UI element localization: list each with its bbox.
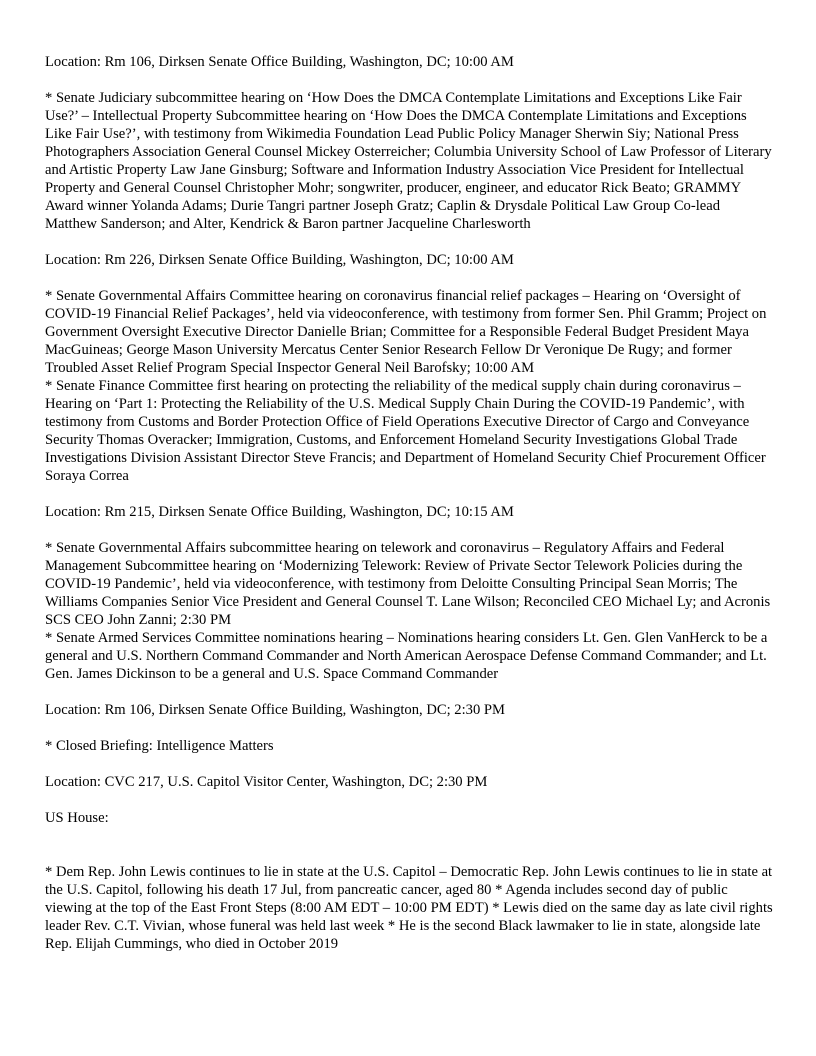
event-item: * Senate Judiciary subcommittee hearing on ‘How Does the DMCA Contemplate Limitations and Exceptions Like Fair Use?’ – Intellectual Property Subcommittee hearing on ‘How Does the DMCA Contemplate Limitations and Exceptions Like Fair Use?’, with testimony from Wikimedia Foundation Lead Public Policy Manager Sherwin Siy; National Press Photographers Association General Counsel Mickey Osterreicher; Columbia University School of Law Professor of Literary and Artistic Property Law Jane Ginsburg; Software and Information Industry Association Vice President for Intellectual Property and General Counsel Christopher Mohr; songwriter, producer, engineer, and educator Rick Beato; GRAMMY Award winner Yolanda Adams; Durie Tangri partner Joseph Gratz; Caplin & Drysdale Political Law Group Co-lead Matthew Sanderson; and Alter, Kendrick & Baron partner Jacqueline Charlesworth <box>45 90 772 232</box>
event-item: * Closed Briefing: Intelligence Matters <box>45 738 274 754</box>
event-item: * Senate Governmental Affairs subcommittee hearing on telework and coronavirus – Regulatory Affairs and Federal Management Subcommittee hearing on ‘Modernizing Telework: Review of Private Sector Telework Policies during the COVID-19 Pandemic’, held via videoconference, with testimony from Deloitte Consulting Principal Sean Morris; The Williams Companies Senior Vice President and General Counsel T. Lane Wilson; Reconciled CEO Michael Ly; and Acronis SCS CEO John Zanni; 2:30 PM <box>45 540 771 628</box>
event-item: * Senate Governmental Affairs Committee hearing on coronavirus financial relief packages – Hearing on ‘Oversight of COVID-19 Financial Relief Packages’, held via videoconference, with testimony from former Sen. Phil Gramm; Project on Government Oversight Executive Director Danielle Brian; Committee for a Responsible Federal Budget President Maya MacGuineas; George Mason University Mercatus Center Senior Research Fellow Dr Veronique De Rugy; and former Troubled Asset Relief Program Special Inspector General Neil Barofsky; 10:00 AM <box>45 288 767 376</box>
section-heading: US House: <box>45 810 109 826</box>
event-item: * Senate Armed Services Committee nominations hearing – Nominations hearing considers Lt. Gen. Glen VanHerck to be a general and U.S. Northern Command Commander and North American Aerospace Defense Command Commander; and Lt. Gen. James Dickinson to be a general and U.S. Space Command Commander <box>45 630 768 682</box>
location-line: Location: Rm 106, Dirksen Senate Office Building, Washington, DC; 10:00 AM <box>45 54 514 70</box>
event-item: * Dem Rep. John Lewis continues to lie in state at the U.S. Capitol – Democratic Rep. John Lewis continues to lie in state at the U.S. Capitol, following his death 17 Jul, from pancreatic cancer, aged 80 * Agenda includes second day of public viewing at the top of the East Front Steps (8:00 AM EDT – 10:00 PM EDT) * Lewis died on the same day as late civil rights leader Rev. C.T. Vivian, whose funeral was held last week * He is the second Black lawmaker to lie in state, alongside late Rep. Elijah Cummings, who died in October 2019 <box>45 864 773 952</box>
location-line: Location: CVC 217, U.S. Capitol Visitor Center, Washington, DC; 2:30 PM <box>45 774 488 790</box>
document-page <box>45 53 775 953</box>
location-line: Location: Rm 106, Dirksen Senate Office Building, Washington, DC; 2:30 PM <box>45 702 505 718</box>
event-item: * Senate Finance Committee first hearing on protecting the reliability of the medical supply chain during coronavirus – Hearing on ‘Part 1: Protecting the Reliability of the U.S. Medical Supply Chain During the COVID-19 Pandemic’, with testimony from Customs and Border Protection Office of Field Operations Executive Director of Cargo and Conveyance Security Thomas Overacker; Immigration, Customs, and Enforcement Homeland Security Investigations Global Trade Investigations Division Assistant Director Steve Francis; and Department of Homeland Security Chief Procurement Officer Soraya Correa <box>45 378 766 484</box>
location-line: Location: Rm 226, Dirksen Senate Office Building, Washington, DC; 10:00 AM <box>45 252 514 268</box>
location-line: Location: Rm 215, Dirksen Senate Office Building, Washington, DC; 10:15 AM <box>45 504 514 520</box>
